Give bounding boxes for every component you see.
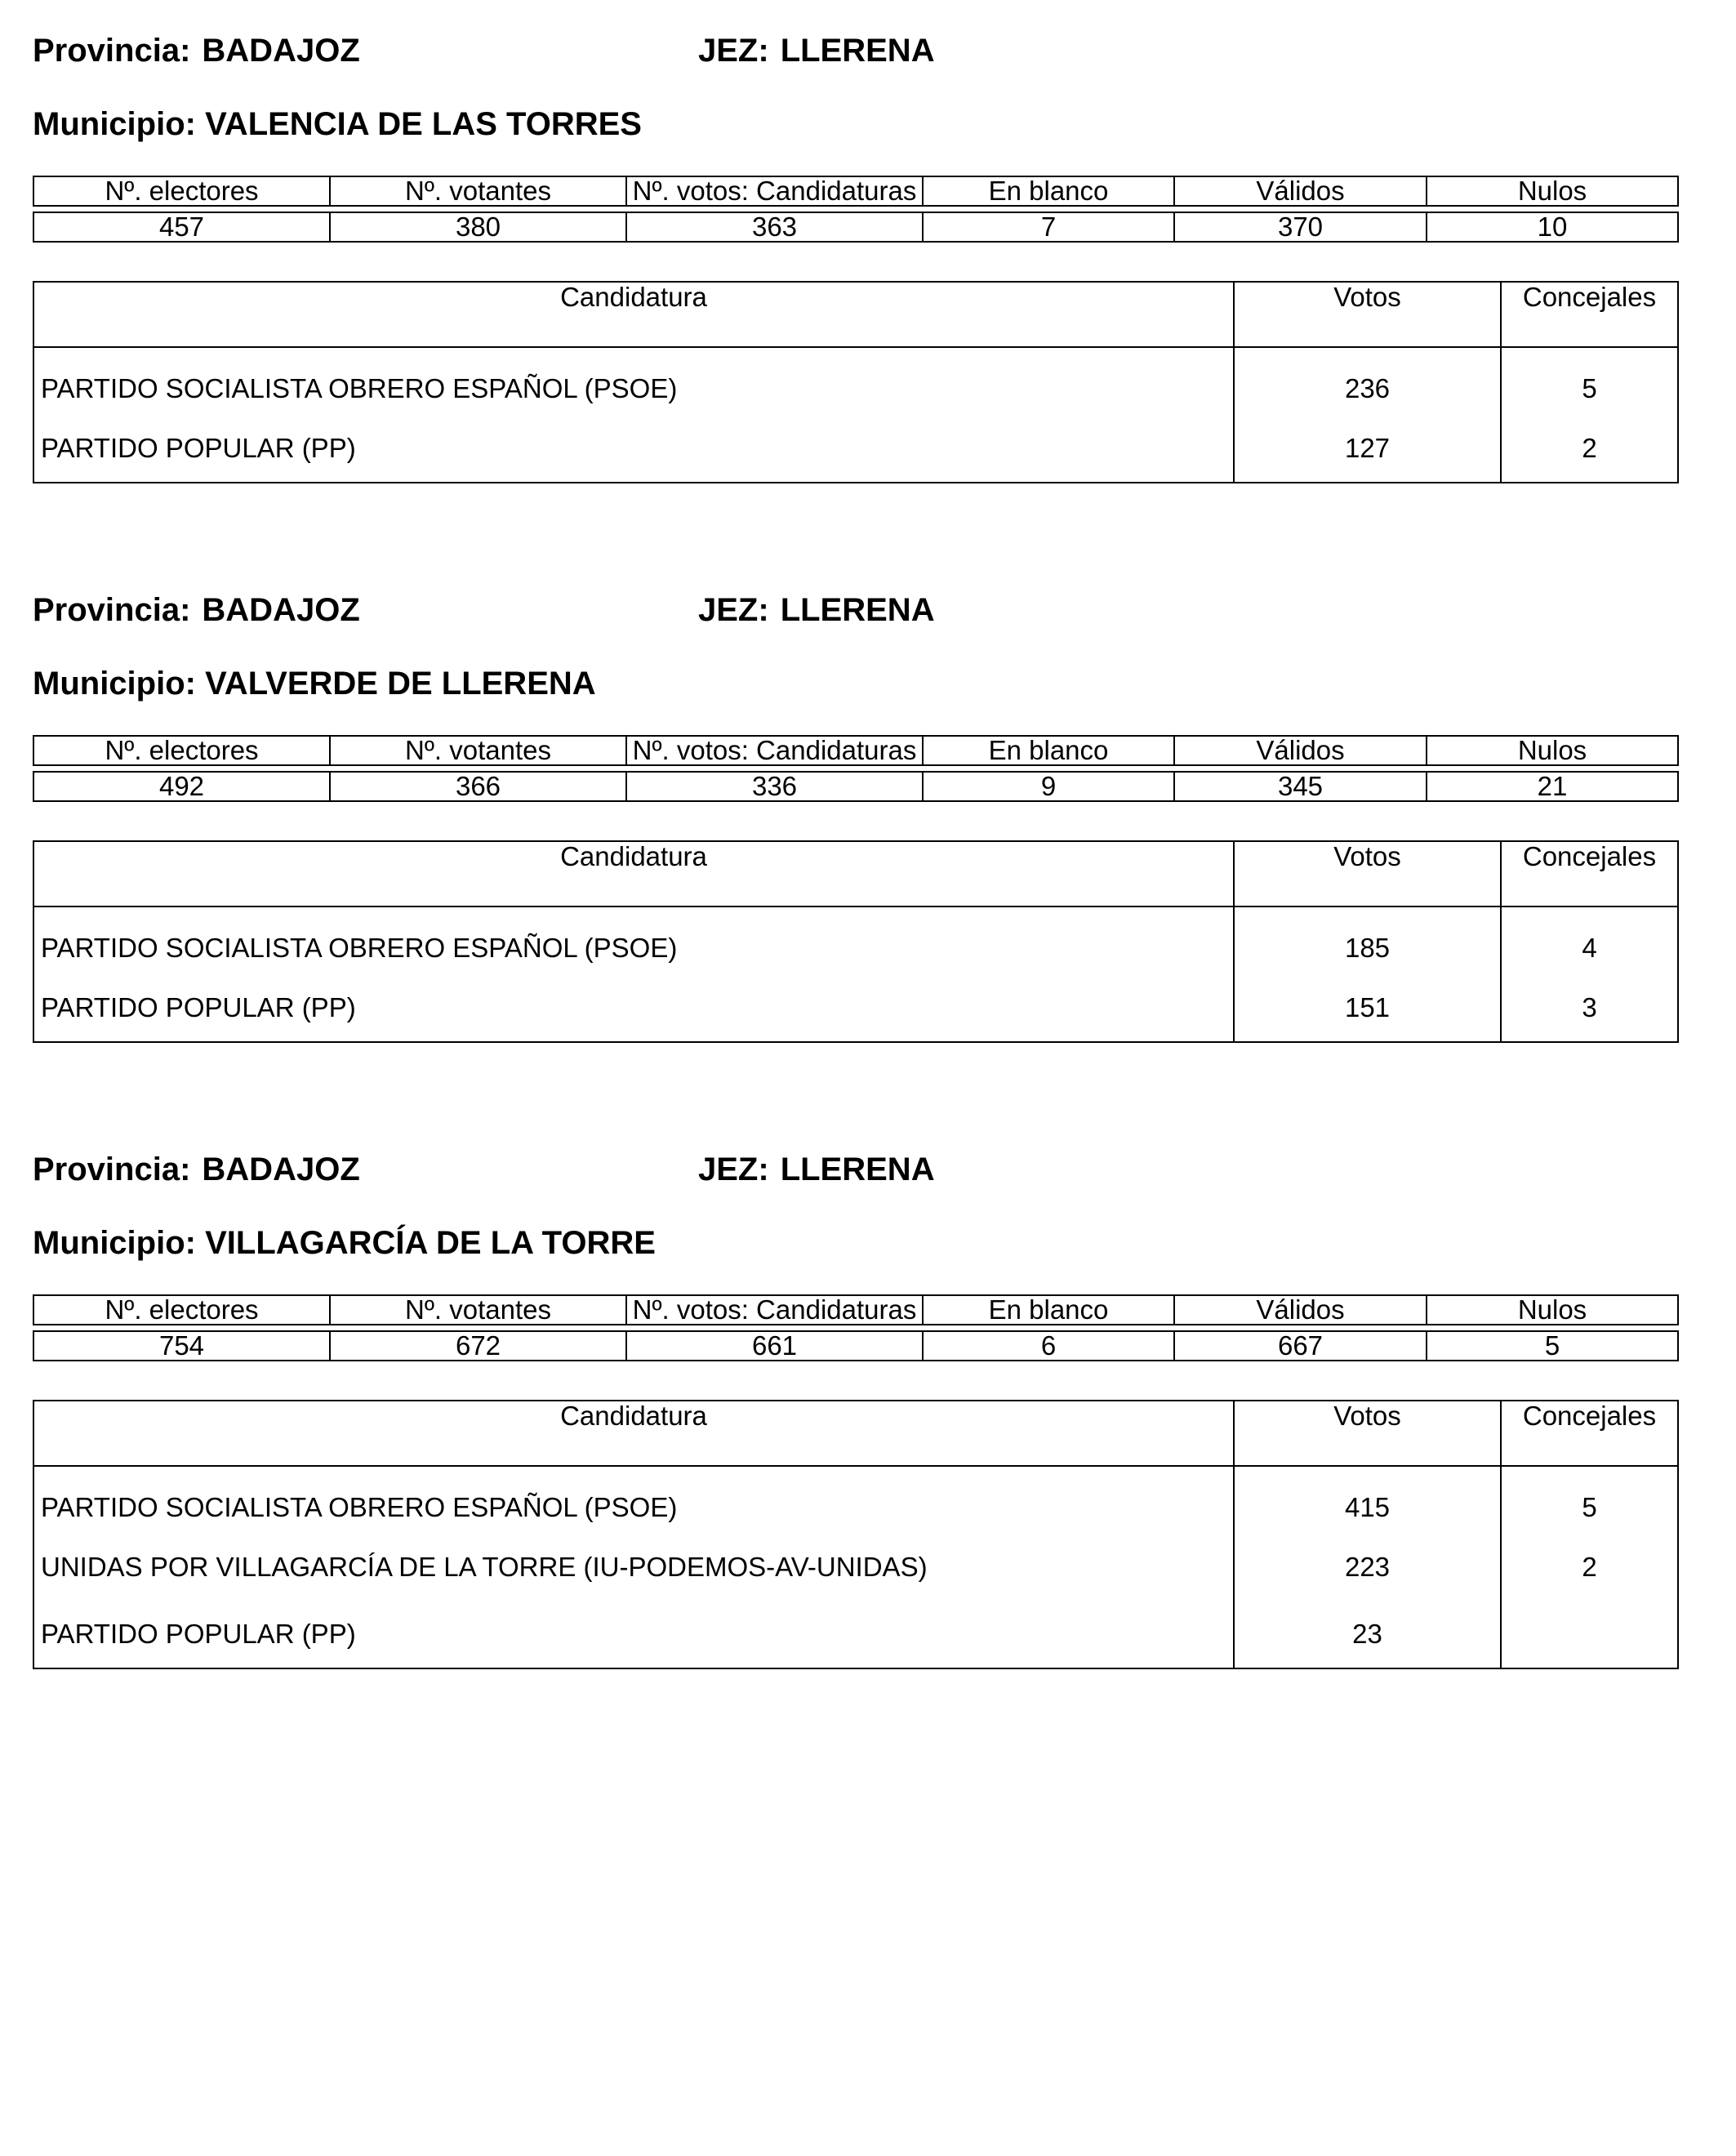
provincia-label: Provincia: (33, 592, 191, 628)
stats-table (33, 1294, 1679, 1361)
candidaturas-table (33, 840, 1679, 1043)
stats-header-en-blanco: En blanco (923, 1295, 1174, 1325)
provincia-line (33, 590, 360, 630)
stats-en-blanco: 7 (923, 212, 1174, 242)
stats-header-votantes: Nº. votantes (330, 176, 626, 206)
stats-header-row (33, 1295, 1678, 1325)
stats-nulos: 5 (1427, 1331, 1678, 1361)
cand-name: PARTIDO SOCIALISTA OBRERO ESPAÑOL (PSOE) (33, 906, 1234, 974)
stats-votantes: 366 (330, 772, 626, 801)
provincia-line (33, 31, 360, 70)
stats-electores: 457 (33, 212, 330, 242)
cand-header-candidatura: Candidatura (33, 282, 1234, 347)
stats-header-nulos: Nulos (1427, 176, 1678, 206)
cand-concejales: 2 (1501, 415, 1678, 483)
stats-header-validos: Válidos (1174, 176, 1427, 206)
table-row (33, 1534, 1678, 1601)
table-row (33, 906, 1678, 974)
cand-concejales: 5 (1501, 347, 1678, 415)
cand-header-concejales: Concejales (1501, 1401, 1678, 1466)
stats-gap-row (33, 1325, 1678, 1331)
provincia-label: Provincia: (33, 33, 191, 69)
candidaturas-table (33, 1400, 1679, 1669)
stats-nulos: 10 (1427, 212, 1678, 242)
jez-label: JEZ: (698, 33, 769, 69)
cand-header-concejales: Concejales (1501, 282, 1678, 347)
stats-header-electores: Nº. electores (33, 1295, 330, 1325)
stats-votos-candidaturas: 363 (626, 212, 923, 242)
stats-value-row (33, 772, 1678, 801)
municipio-label: Municipio: (33, 106, 196, 142)
cand-name: UNIDAS POR VILLAGARCÍA DE LA TORRE (IU-PODEMOS-AV-UNIDAS) (33, 1534, 1234, 1601)
stats-header-votos-candidaturas: Nº. votos: Candidaturas (626, 176, 923, 206)
municipio-line (33, 664, 596, 703)
stats-value-row (33, 212, 1678, 242)
cand-votos: 236 (1234, 347, 1501, 415)
provincia-line (33, 1150, 360, 1189)
stats-votos-candidaturas: 661 (626, 1331, 923, 1361)
stats-validos: 667 (1174, 1331, 1427, 1361)
municipio-value: VALVERDE DE LLERENA (205, 666, 596, 702)
municipio-block (33, 0, 1677, 506)
table-row (33, 1466, 1678, 1534)
cand-votos: 185 (1234, 906, 1501, 974)
municipio-value: VILLAGARCÍA DE LA TORRE (205, 1225, 656, 1261)
municipio-value: VALENCIA DE LAS TORRES (205, 106, 642, 142)
jez-value: LLERENA (780, 33, 935, 69)
cand-name: PARTIDO POPULAR (PP) (33, 974, 1234, 1042)
stats-electores: 492 (33, 772, 330, 801)
cand-header-candidatura: Candidatura (33, 1401, 1234, 1466)
stats-header-en-blanco: En blanco (923, 736, 1174, 765)
cand-header-votos: Votos (1234, 282, 1501, 347)
stats-header-votantes: Nº. votantes (330, 1295, 626, 1325)
cand-votos: 151 (1234, 974, 1501, 1042)
jez-value: LLERENA (780, 592, 935, 628)
stats-header-electores: Nº. electores (33, 736, 330, 765)
stats-header-row (33, 176, 1678, 206)
stats-table (33, 176, 1679, 243)
stats-nulos: 21 (1427, 772, 1678, 801)
stats-votantes: 380 (330, 212, 626, 242)
cand-votos: 223 (1234, 1534, 1501, 1601)
stats-header-electores: Nº. electores (33, 176, 330, 206)
cand-concejales: 3 (1501, 974, 1678, 1042)
provincia-value: BADAJOZ (202, 33, 360, 69)
provincia-label: Provincia: (33, 1152, 191, 1187)
stats-header-nulos: Nulos (1427, 1295, 1678, 1325)
cand-votos: 415 (1234, 1466, 1501, 1534)
table-row (33, 1601, 1678, 1668)
jez-label: JEZ: (698, 1152, 769, 1187)
jez-line (698, 1150, 935, 1189)
stats-header-validos: Válidos (1174, 736, 1427, 765)
cand-name: PARTIDO SOCIALISTA OBRERO ESPAÑOL (PSOE) (33, 1466, 1234, 1534)
cand-name: PARTIDO POPULAR (PP) (33, 1601, 1234, 1668)
jez-label: JEZ: (698, 592, 769, 628)
stats-header-validos: Válidos (1174, 1295, 1427, 1325)
stats-header-votos-candidaturas: Nº. votos: Candidaturas (626, 736, 923, 765)
stats-en-blanco: 9 (923, 772, 1174, 801)
stats-header-votos-candidaturas: Nº. votos: Candidaturas (626, 1295, 923, 1325)
municipio-label: Municipio: (33, 1225, 196, 1261)
cand-name: PARTIDO SOCIALISTA OBRERO ESPAÑOL (PSOE) (33, 347, 1234, 415)
stats-en-blanco: 6 (923, 1331, 1174, 1361)
provincia-value: BADAJOZ (202, 592, 360, 628)
cand-header-concejales: Concejales (1501, 841, 1678, 906)
cand-header-candidatura: Candidatura (33, 841, 1234, 906)
candidaturas-header-row (33, 282, 1678, 347)
table-row (33, 347, 1678, 415)
provincia-value: BADAJOZ (202, 1152, 360, 1187)
stats-header-en-blanco: En blanco (923, 176, 1174, 206)
candidaturas-table (33, 281, 1679, 483)
cand-header-votos: Votos (1234, 841, 1501, 906)
stats-header-row (33, 736, 1678, 765)
stats-value-row (33, 1331, 1678, 1361)
stats-electores: 754 (33, 1331, 330, 1361)
stats-validos: 345 (1174, 772, 1427, 801)
stats-header-votantes: Nº. votantes (330, 736, 626, 765)
table-row (33, 415, 1678, 483)
jez-line (698, 31, 935, 70)
stats-gap-row (33, 206, 1678, 212)
municipio-label: Municipio: (33, 666, 196, 702)
stats-validos: 370 (1174, 212, 1427, 242)
municipio-line (33, 105, 642, 144)
stats-votantes: 672 (330, 1331, 626, 1361)
stats-gap-row (33, 765, 1678, 772)
stats-votos-candidaturas: 336 (626, 772, 923, 801)
stats-table (33, 735, 1679, 802)
cand-votos: 23 (1234, 1601, 1501, 1668)
cand-concejales: 5 (1501, 1466, 1678, 1534)
cand-concejales: 2 (1501, 1534, 1678, 1601)
candidaturas-header-row (33, 841, 1678, 906)
jez-value: LLERENA (780, 1152, 935, 1187)
municipio-block (33, 559, 1677, 1066)
municipio-line (33, 1223, 656, 1263)
candidaturas-header-row (33, 1401, 1678, 1466)
cand-concejales: 4 (1501, 906, 1678, 974)
jez-line (698, 590, 935, 630)
cand-name: PARTIDO POPULAR (PP) (33, 415, 1234, 483)
cand-concejales (1501, 1601, 1678, 1668)
municipio-block (33, 1119, 1677, 1707)
stats-header-nulos: Nulos (1427, 736, 1678, 765)
cand-votos: 127 (1234, 415, 1501, 483)
cand-header-votos: Votos (1234, 1401, 1501, 1466)
table-row (33, 974, 1678, 1042)
